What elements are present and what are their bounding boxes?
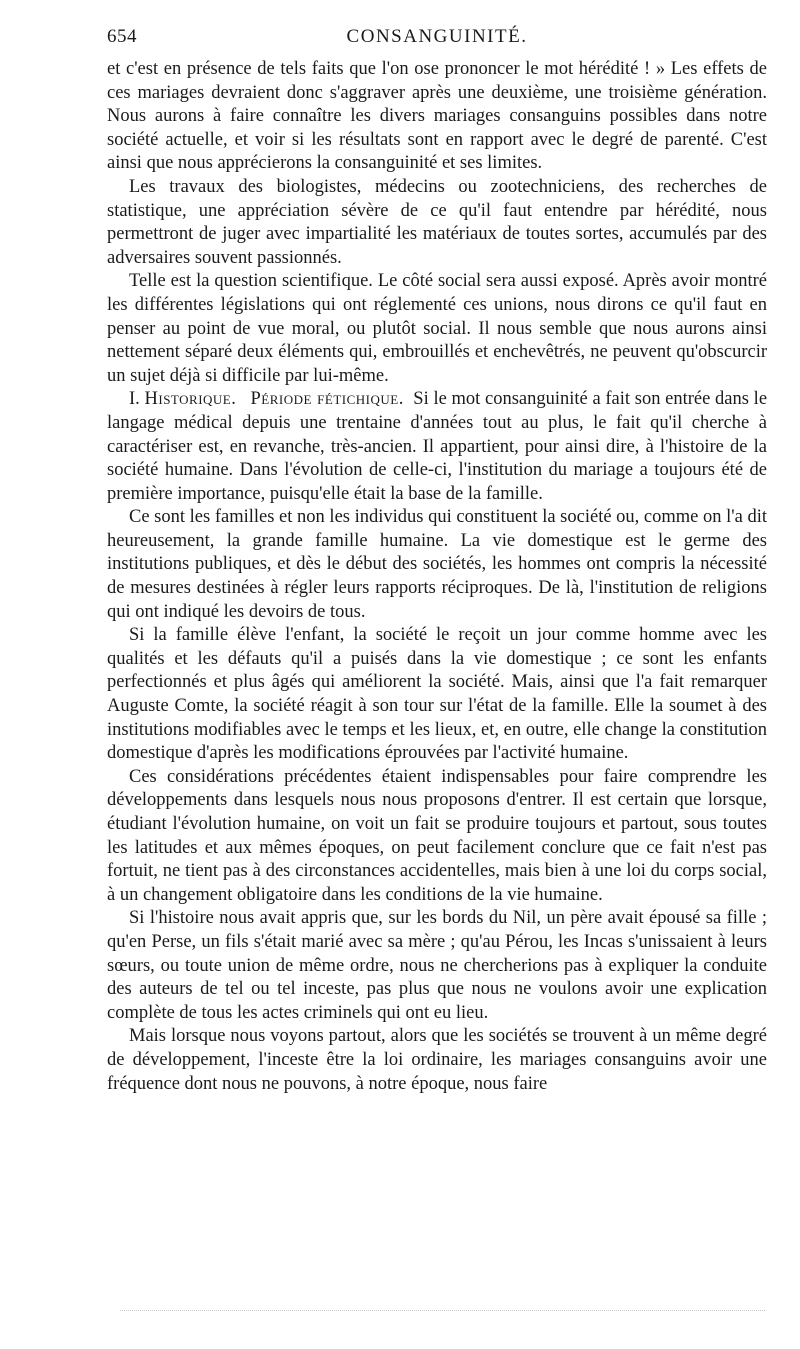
page-number: 654 bbox=[107, 26, 137, 47]
section-heading: Historique. bbox=[144, 389, 237, 410]
paragraph-9: Mais lorsque nous voyons partout, alors que les sociétés se trouvent à un même degré de développement, l'inceste être la loi ordinaire, les mariages consanguins avoir une fréquence dont nous ne pouvons, à notre époque, nous faire bbox=[107, 1026, 767, 1094]
paragraph-7: Ces considérations précédentes étaient indispensables pour faire comprendre les développements dans lesquels nous nous proposons d'entrer. Il est certain que lorsque, étudiant l'évolution humaine, on voit un fait se produire toujours et partout, sous toutes les latitudes et aux mêmes époques, on peut facilement conclure que ce fait n'est pas fortuit, ne tient pas à des circonstances accidentelles, mais bien à une loi du corps social, à un changement obligatoire dans les conditions de la vie humaine. bbox=[107, 766, 767, 905]
paragraph-5: Ce sont les familles et non les individus qui constituent la société ou, comme on l'a dit heureusement, la grande famille humaine. La vie domestique est le germe des institutions publiques, et dès le début des sociétés, les hommes ont compris la nécessité de mesures destinées à régler leurs rapports réciproques. De là, l'institution de religions qui ont indiqué les devoirs de tous. bbox=[107, 507, 767, 622]
footer-dotted-rule bbox=[120, 1310, 765, 1311]
paragraph-1: et c'est en présence de tels faits que l'on ose prononcer le mot hérédité ! » Les effets de ces mariages devraient donc s'aggraver après une deuxième, une troisième génération. Nous aurons à faire connaître les divers mariages consanguins possibles dans notre société actuelle, et voir si les résultats sont en rapport avec le degré de parenté. C'est ainsi que nous apprécierons la consanguinité et ses limites. bbox=[107, 59, 767, 174]
section-number: I. bbox=[129, 389, 140, 410]
running-head: CONSANGUINITÉ. bbox=[346, 26, 528, 47]
paragraph-6: Si la famille élève l'enfant, la société le reçoit un jour comme homme avec les qualités et les défauts qu'il a puisés dans la vie domestique ; ce sont les enfants perfectionnés et plus âgés qui améliorent la société. Mais, ainsi que l'a fait remarquer Auguste Comte, la société réagit à son tour sur l'état de la famille. Elle la soumet à des institutions modifiables avec le temps et les lieux, et, en outre, elle change la constitution domestique d'après les modifications éprouvées par l'activité humaine. bbox=[107, 625, 767, 764]
paragraph-4 bbox=[107, 388, 767, 506]
subsection-heading: Période fétichique. bbox=[250, 389, 404, 410]
page-header bbox=[107, 26, 767, 52]
body-text bbox=[107, 58, 767, 1096]
paragraph-2: Les travaux des biologistes, médecins ou zootechniciens, des recherches de statistique, une appréciation sévère de ce qu'il faut entendre par hérédité, nous permettront de juger avec impartialité les matériaux de toutes sortes, accumulés par des adversaires souvent passionnés. bbox=[107, 176, 767, 268]
paragraph-8: Si l'histoire nous avait appris que, sur les bords du Nil, un père avait épousé sa fille ; qu'en Perse, un fils s'était marié avec sa mère ; qu'au Pérou, les Incas s'unissaient à leurs sœurs, ou toute union de même ordre, nous ne chercherions pas à expliquer la conduite des auteurs de tel ou tel inceste, pas plus que nous ne voulons avoir une explication complète de tous les actes criminels qui ont eu lieu. bbox=[107, 908, 767, 1023]
paragraph-3: Telle est la question scientifique. Le côté social sera aussi exposé. Après avoir montré les différentes législations qui ont réglementé ces unions, nous dirons ce qu'il faut en penser au point de vue moral, ou plutôt social. Il nous semble que nous aurons ainsi nettement séparé deux éléments qui, embrouillés et enchevêtrés, ne peuvent qu'obscurcir un sujet déjà si difficile par lui-même. bbox=[107, 271, 767, 386]
paragraph-4-text: Si le mot consanguinité a fait son entrée dans le langage médical depuis une trentaine d'années tout au plus, le fait qu'il cherche à caractériser est, en revanche, très-ancien. Il appartient, pour ainsi dire, à l'histoire de la société humaine. Dans l'évolution de celle-ci, l'institution du mariage a toujours été de première importance, puisqu'elle était la base de la famille. bbox=[107, 389, 768, 504]
